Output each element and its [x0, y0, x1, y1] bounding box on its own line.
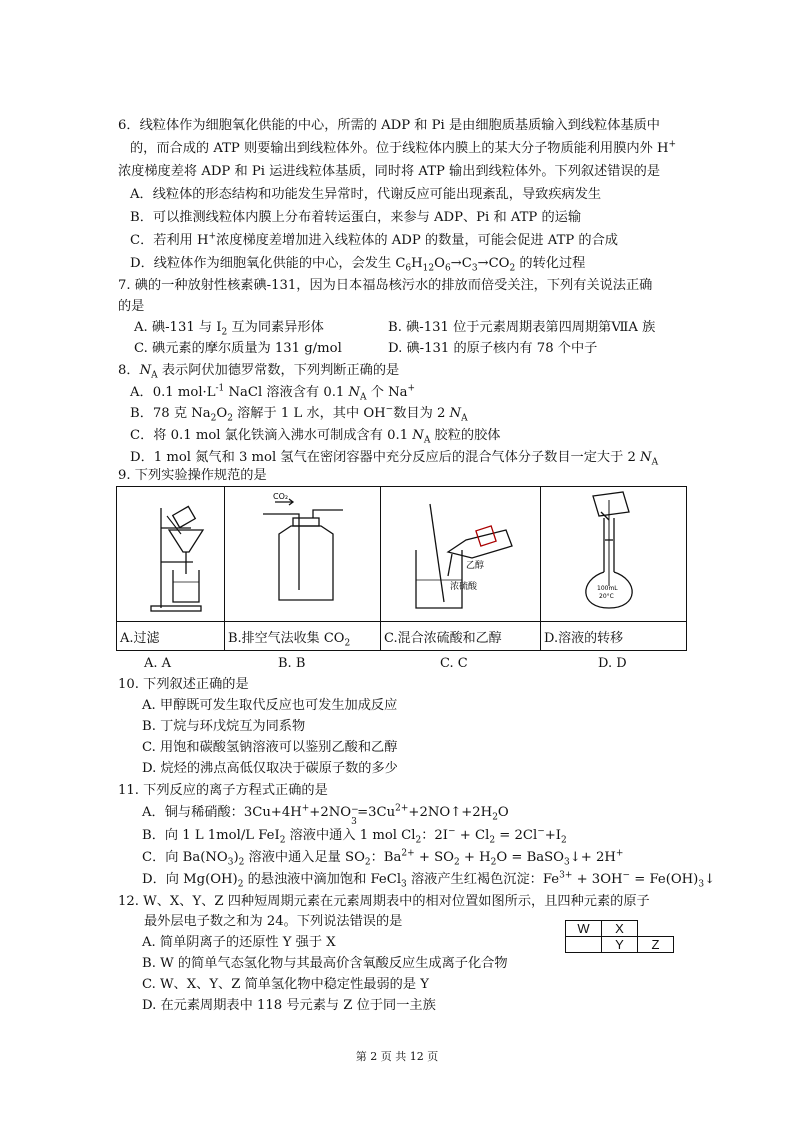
q11-option-d: D．向 $Mg(OH)_2$ 的悬浊液中滴加饱和 FeCl$_3$ 溶液产生红褐色沉淀：$Fe^{3+} + 3OH^-$ = $Fe(OH)_3↓$	[142, 870, 716, 890]
q9-option-c: C. C	[440, 656, 468, 671]
q7-option-b: B. 碘-131 位于元素周期表第四周期第ⅦA 族	[388, 320, 656, 335]
figure-volumetric-flask	[541, 487, 687, 622]
cell-w: W	[566, 921, 602, 937]
q7-stem-line1: 7. 碘的一种放射性核素碘-131，因为日本福岛核污水的排放而倍受关注，下列有关说法正确	[118, 278, 653, 293]
q6-stem-line1: 6．线粒体作为细胞氧化供能的中心，所需的 ADP 和 Pi 是由细胞质基质输入到线粒体基质中	[118, 118, 660, 133]
q11-option-c: C．向 $Ba(NO_3)_2$ 溶液中通入足量 $SO_2$：$Ba^{2+} + SO_2 + H_2O$ = BaSO$_3$↓+ 2H+	[142, 848, 624, 868]
q9-option-a: A. A	[144, 656, 172, 671]
q10-option-c: C. 用饱和碳酸氢钠溶液可以鉴别乙酸和乙醇	[142, 740, 398, 755]
q12-option-c: C. W、X、Y、Z 简单氢化物中稳定性最弱的是 Y	[142, 977, 429, 992]
mixing-beaker-icon	[386, 490, 536, 618]
svg-text:浓硫酸: 浓硫酸	[449, 582, 477, 592]
q6-stem-line2: 的，而合成的 ATP 则要输出到线粒体外。位于线粒体内膜上的某大分子物质能利用膜内外 H+	[130, 139, 677, 156]
q9-option-b: B. B	[278, 656, 306, 671]
q9-option-d: D. D	[598, 656, 627, 671]
q6-option-a: A．线粒体的形态结构和功能发生异常时，代谢反应可能出现紊乱，导致疾病发生	[130, 187, 602, 202]
q12-option-a: A. 简单阴离子的还原性 Y 强于 X	[142, 935, 336, 950]
cell-y: Y	[602, 937, 638, 953]
q12-stem-line1: 12. W、X、Y、Z 四种短周期元素在元素周期表中的相对位置如图所示，且四种元素的原子	[118, 894, 650, 909]
figure-mixing-acid	[381, 487, 541, 622]
cell-empty-1	[638, 921, 674, 937]
caption-c: C.混合浓硫酸和乙醇	[381, 622, 541, 651]
q6-option-d: D．线粒体作为细胞氧化供能的中心，会发生 $C_6H_{12}O_6\to C_3\to CO_2$ 的转化过程	[130, 256, 586, 274]
q8-stem: 8．$N_A$ 表示阿伏加德罗常数，下列判断正确的是	[118, 363, 400, 381]
volumetric-flask-icon	[549, 490, 679, 618]
cell-empty-2	[566, 937, 602, 953]
svg-text:100mL: 100mL	[596, 585, 618, 592]
q11-option-b: B．向 1 L 1mol/L FeI$_2$ 溶液中通入 1 mol $Cl_2$：$2I^- + Cl_2 = 2Cl^-+I_2$	[142, 826, 567, 846]
q9-apparatus-table	[116, 486, 687, 651]
q8-option-a: A．0.1 $mol\cdot L^{-1}$ NaCl 溶液含有 0.1 $N_A$ 个 Na+	[130, 383, 416, 403]
caption-d: D.溶液的转移	[541, 622, 687, 651]
filtration-apparatus-icon	[121, 490, 221, 618]
q7-option-d: D. 碘-131 的原子核内有 78 个中子	[388, 341, 598, 356]
page-footer: 第 2 页 共 12 页	[355, 1050, 439, 1063]
figure-gas-collection	[225, 487, 381, 622]
caption-a: A.过滤	[117, 622, 225, 651]
q7-option-a: A. 碘-131 与 $I_2$ 互为同素异形体	[134, 320, 324, 338]
figure-filtration	[117, 487, 225, 622]
q11-option-a: A．铜与稀硝酸：3Cu+4H++2NO − 3 $=3Cu^{2+}+2NO↑+2H_2O$	[142, 803, 509, 827]
q12-stem-line2: 最外层电子数之和为 24。下列说法错误的是	[144, 914, 403, 929]
q10-stem: 10. 下列叙述正确的是	[118, 677, 249, 692]
caption-b: B.排空气法收集 $CO_2$	[225, 622, 381, 651]
svg-text:20°C: 20°C	[598, 593, 614, 600]
q6-option-b: B．可以推测线粒体内膜上分布着转运蛋白，来参与 ADP、Pi 和 ATP 的运输	[130, 210, 582, 225]
periodic-position-table	[565, 920, 674, 953]
q9-stem: 9. 下列实验操作规范的是	[118, 468, 267, 483]
svg-text:CO₂: CO₂	[272, 492, 288, 501]
q8-option-d: D．1 mol 氮气和 3 mol 氢气在密闭容器中充分反应后的混合气体分子数目一定大于 2 $N_A$	[130, 450, 659, 468]
q10-option-d: D. 烷烃的沸点高低仅取决于碳原子数的多少	[142, 761, 398, 776]
q7-stem-line2: 的是	[118, 299, 145, 314]
q8-option-c: C．将 0.1 mol 氯化铁滴入沸水可制成含有 0.1 $N_A$ 胶粒的胶体	[130, 428, 501, 446]
q11-stem: 11. 下列反应的离子方程式正确的是	[118, 783, 328, 798]
q10-option-a: A. 甲醇既可发生取代反应也可发生加成反应	[142, 698, 398, 713]
q7-option-c: C. 碘元素的摩尔质量为 131 g/mol	[134, 341, 342, 356]
q8-option-b: B．78 克 $Na_2O_2$ 溶解于 1 L 水，其中 OH−数目为 2 $N_A$	[130, 404, 468, 424]
q6-option-c: C．若利用 H+浓度梯度差增加进入线粒体的 ADP 的数量，可能会促进 ATP 的合成	[130, 231, 618, 248]
cell-x: X	[602, 921, 638, 937]
svg-text:乙醇: 乙醇	[465, 561, 484, 571]
q12-option-b: B. W 的简单气态氢化物与其最高价含氧酸反应生成离子化合物	[142, 956, 508, 971]
q6-stem-line3: 浓度梯度差将 ADP 和 Pi 运进线粒体基质，同时将 ATP 输出到线粒体外。下列叙述错误的是	[118, 164, 661, 179]
cell-z: Z	[638, 937, 674, 953]
q12-option-d: D. 在元素周期表中 118 号元素与 Z 位于同一主族	[142, 998, 436, 1013]
gas-collection-bottle-icon	[233, 490, 373, 618]
q10-option-b: B. 丁烷与环戊烷互为同系物	[142, 719, 306, 734]
